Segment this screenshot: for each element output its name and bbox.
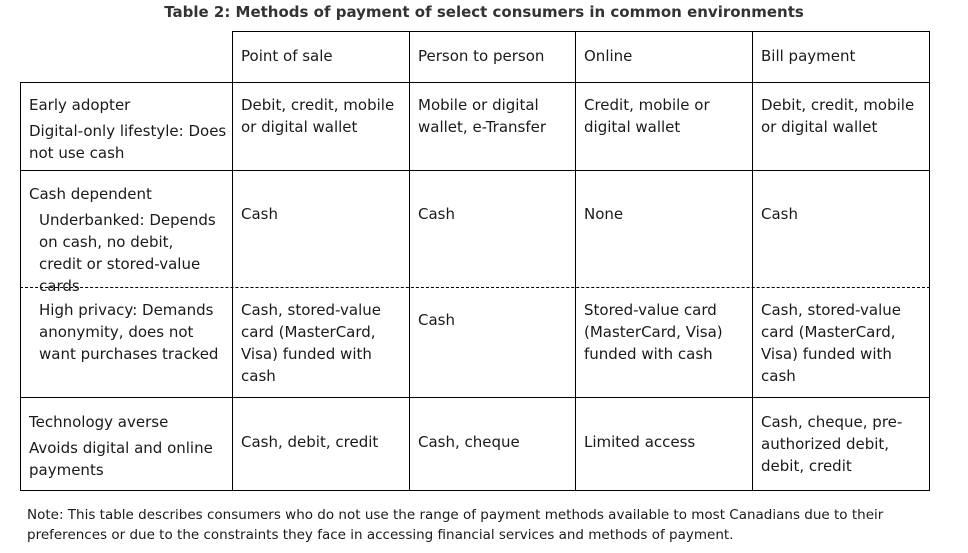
row-label-technology-averse <box>29 411 229 481</box>
table-cell: Cash <box>418 311 455 329</box>
col-border-4 <box>752 31 753 491</box>
table-cell: Cash, debit, credit <box>241 433 379 451</box>
row-border-1 <box>20 170 930 171</box>
table-cell: Mobile or digital wallet, e-Transfer <box>418 96 547 136</box>
column-header-bill-payment: Bill payment <box>761 47 856 65</box>
table-cell: Cash, stored-value card (MasterCard, Visa) funded with cash <box>241 301 381 385</box>
table-cell: Debit, credit, mobile or digital wallet <box>761 96 915 136</box>
table-cell: Cash, stored-value card (MasterCard, Visa) funded with cash <box>761 301 901 385</box>
table-note: Note: This table describes consumers who do not use the range of payment methods available to most Canadians due to their preferences or due to the constraints they face in accessing financial services and methods of payment. <box>27 507 884 543</box>
row-label-description: Avoids digital and online payments <box>29 439 213 479</box>
table-cell: Cash, cheque, pre-authorized debit, debit, credit <box>761 413 903 475</box>
col-border-1 <box>232 31 233 491</box>
header-bottom-border <box>20 82 930 83</box>
col-border-2 <box>409 31 410 491</box>
table-cell: Cash <box>761 205 798 223</box>
table-cell: Stored-value card (MasterCard, Visa) funded with cash <box>584 301 723 363</box>
table-cell: Credit, mobile or digital wallet <box>584 96 710 136</box>
table-title: Table 2: Methods of payment of select consumers in common environments <box>164 3 804 21</box>
column-header-online: Online <box>584 47 633 65</box>
table-bottom-border <box>20 490 930 491</box>
table-cell: Limited access <box>584 433 696 451</box>
row-label-early-adopter <box>29 94 229 164</box>
table-cell: Cash <box>418 205 455 223</box>
row-label-description: Underbanked: Depends on cash, no debit, credit or stored-value cards <box>39 211 216 295</box>
row-border-3 <box>20 397 930 398</box>
column-header-person-to-person: Person to person <box>418 47 545 65</box>
col-border-3 <box>575 31 576 491</box>
col-border-right <box>929 31 930 491</box>
row-label-title: Technology averse <box>29 413 169 431</box>
table-cell: None <box>584 205 624 223</box>
table-cell: Cash <box>241 205 278 223</box>
row-label-title: Early adopter <box>29 96 131 114</box>
table-cell: Cash, cheque <box>418 433 520 451</box>
column-header-point-of-sale: Point of sale <box>241 47 333 65</box>
row-label-cash-dependent <box>29 183 229 297</box>
row-label-description: Digital-only lifestyle: Does not use cash <box>29 122 227 162</box>
header-top-border <box>232 31 930 32</box>
row-label-title: Cash dependent <box>29 185 152 203</box>
table-cell: Debit, credit, mobile or digital wallet <box>241 96 395 136</box>
row-label-high-privacy: High privacy: Demands anonymity, does not want purchases tracked <box>39 301 219 363</box>
